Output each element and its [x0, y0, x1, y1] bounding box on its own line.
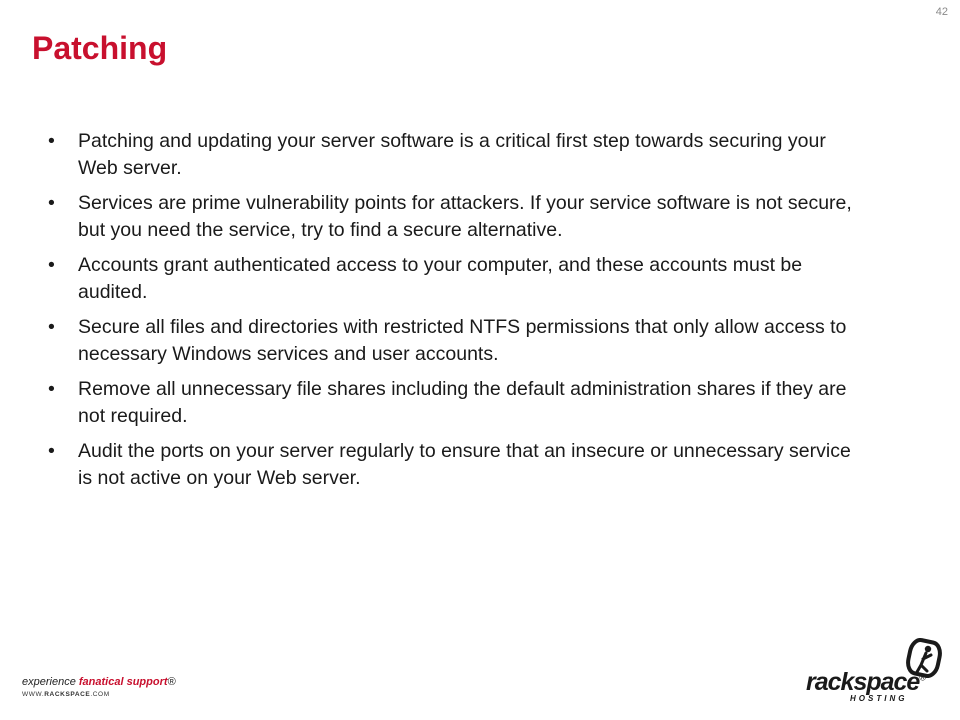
bullet-text: Remove all unnecessary file shares including the default administration shares if they are not required.	[78, 378, 847, 427]
logo-subtitle: HOSTING	[850, 694, 908, 703]
logo-wordmark	[806, 668, 925, 697]
tagline-prefix: experience	[22, 676, 76, 688]
url-prefix: WWW.	[22, 691, 45, 698]
bullet-list	[48, 128, 868, 500]
bullet-text: Services are prime vulnerability points for attackers. If your service software is not secure, but you need the service, try to find a secure alternative.	[78, 192, 852, 241]
bullet-text: Secure all files and directories with restricted NTFS permissions that only allow access to necessary Windows services and user accounts.	[78, 316, 847, 365]
bullet-marker: •	[48, 130, 55, 152]
tagline-mark: ®	[167, 676, 176, 688]
bullet-marker: •	[48, 192, 55, 214]
bullet-item	[48, 128, 868, 182]
footer-tagline	[22, 676, 222, 688]
bullet-item	[48, 314, 868, 368]
logo-word-text: rackspace	[806, 668, 920, 696]
bullet-marker: •	[48, 440, 55, 462]
bullet-text: Accounts grant authenticated access to your computer, and these accounts must be audited.	[78, 254, 803, 303]
footer-tagline-block	[22, 676, 222, 704]
url-suffix: .COM	[90, 691, 110, 698]
logo-reg-mark: ®	[919, 672, 925, 683]
bullet-text: Audit the ports on your server regularly to ensure that an insecure or unnecessary service is not active on your Web server.	[78, 440, 851, 489]
bullet-marker: •	[48, 316, 55, 338]
url-strong: RACKSPACE	[44, 691, 91, 698]
bullet-marker: •	[48, 254, 55, 276]
slide-title: Patching	[32, 30, 168, 66]
bullet-marker: •	[48, 378, 55, 400]
bullet-item	[48, 190, 868, 244]
bullet-text: Patching and updating your server software is a critical first step towards securing your Web server.	[78, 130, 826, 179]
bullet-item	[48, 438, 868, 492]
tagline-strong: fanatical support	[78, 676, 168, 688]
slide-number: 42	[935, 6, 948, 18]
bullet-item	[48, 252, 868, 306]
bullet-item	[48, 376, 868, 430]
rackspace-logo	[806, 638, 946, 702]
footer-url	[22, 691, 222, 698]
